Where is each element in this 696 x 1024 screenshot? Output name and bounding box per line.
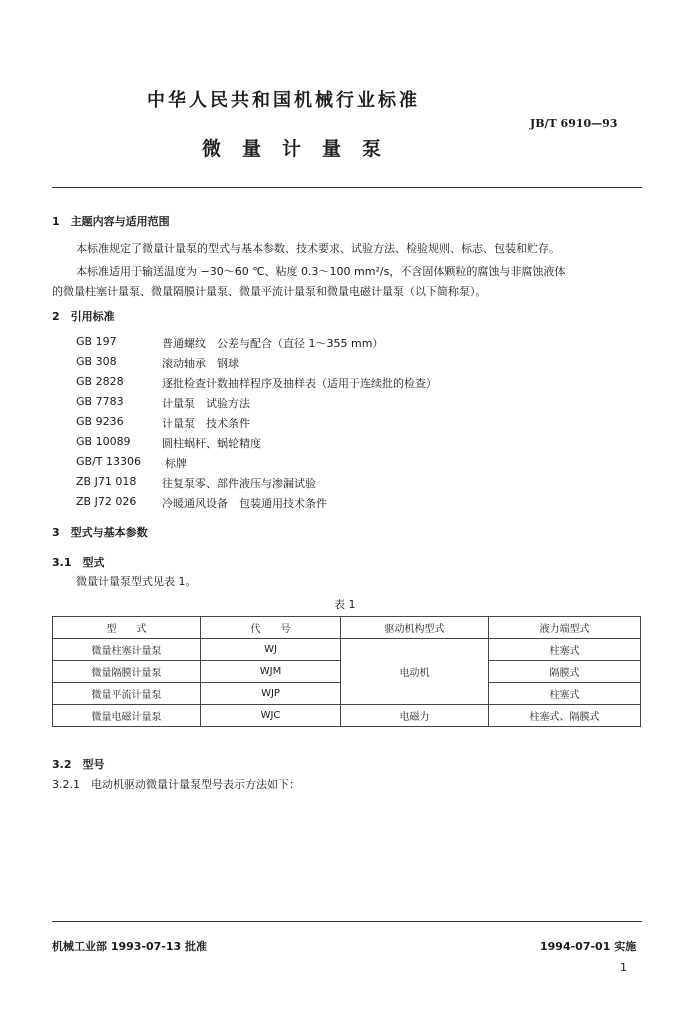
reference-code: ZB J72 026 bbox=[76, 495, 137, 508]
table-header-cell: 液力端型式 bbox=[489, 617, 641, 639]
table-cell-code: WJ bbox=[201, 639, 341, 661]
reference-code: GB 7783 bbox=[76, 395, 124, 408]
table-header-cell: 驱动机构型式 bbox=[341, 617, 489, 639]
table-cell-type: 微量平流计量泵 bbox=[53, 683, 201, 705]
table-cell-end: 柱塞式 bbox=[489, 683, 641, 705]
table-cell-end: 柱塞式 bbox=[489, 639, 641, 661]
implementation-date: 1994-07-01 实施 bbox=[540, 940, 637, 953]
section-3-2-heading: 3.2 型号 bbox=[52, 758, 105, 771]
section-1-heading: 1 主题内容与适用范围 bbox=[52, 215, 170, 228]
page-number: 1 bbox=[620, 961, 627, 974]
reference-code: GB 2828 bbox=[76, 375, 124, 388]
table-header-cell: 代 号 bbox=[201, 617, 341, 639]
standard-code: JB/T 6910—93 bbox=[530, 117, 618, 130]
reference-title: 逐批检查计数抽样程序及抽样表（适用于连续批的检查） bbox=[162, 377, 437, 390]
reference-title: 往复泵零、部件液压与渗漏试验 bbox=[162, 477, 316, 490]
table-cell-type: 微量隔膜计量泵 bbox=[53, 661, 201, 683]
reference-code: ZB J71 018 bbox=[76, 475, 137, 488]
reference-title: 普通螺纹 公差与配合（直径 1～355 mm） bbox=[162, 337, 384, 350]
reference-title: 滚动轴承 钢球 bbox=[162, 357, 239, 370]
pump-type-table bbox=[52, 616, 641, 727]
section-3-2-1-text: 3.2.1 电动机驱动微量计量泵型号表示方法如下： bbox=[52, 778, 300, 791]
table-cell-end: 隔膜式 bbox=[489, 661, 641, 683]
reference-title: 计量泵 试验方法 bbox=[162, 397, 250, 410]
section-3-1-text: 微量计量泵型式见表 1。 bbox=[76, 575, 197, 588]
section-2-heading: 2 引用标准 bbox=[52, 310, 115, 323]
header-divider bbox=[52, 187, 642, 188]
table-row bbox=[53, 705, 641, 727]
issuing-authority-title: 中华人民共和国机械行业标准 bbox=[147, 90, 420, 111]
reference-title: 圆柱蜗杆、蜗轮精度 bbox=[162, 437, 261, 450]
approval-date: 机械工业部 1993-07-13 批准 bbox=[52, 940, 208, 953]
reference-title: 冷暖通风设备 包装通用技术条件 bbox=[162, 497, 327, 510]
table-header-cell: 型 式 bbox=[53, 617, 201, 639]
reference-title: 标牌 bbox=[165, 457, 187, 470]
reference-code: GB 9236 bbox=[76, 415, 124, 428]
table-cell-type: 微量柱塞计量泵 bbox=[53, 639, 201, 661]
section-3-heading: 3 型式与基本参数 bbox=[52, 526, 148, 539]
section-1-paragraph-1: 本标准规定了微量计量泵的型式与基本参数、技术要求、试验方法、检验规则、标志、包装和贮存。 bbox=[76, 242, 560, 255]
reference-title: 计量泵 技术条件 bbox=[162, 417, 250, 430]
section-1-paragraph-2-line-1: 本标准适用于输送温度为 −30～60 ℃、粘度 0.3～100 mm²/s，不含固体颗粒的腐蚀与非腐蚀液体 bbox=[76, 265, 566, 278]
table-caption: 表 1 bbox=[334, 598, 356, 611]
reference-code: GB 10089 bbox=[76, 435, 131, 448]
table-cell-drive: 电磁力 bbox=[341, 705, 489, 727]
table-cell-end: 柱塞式、隔膜式 bbox=[489, 705, 641, 727]
table-cell-code: WJM bbox=[201, 661, 341, 683]
section-1-paragraph-2-line-2: 的微量柱塞计量泵、微量隔膜计量泵、微量平流计量泵和微量电磁计量泵（以下简称泵）。 bbox=[52, 285, 487, 298]
document-title: 微量计量泵 bbox=[202, 138, 403, 160]
table-cell-code: WJC bbox=[201, 705, 341, 727]
reference-code: GB 197 bbox=[76, 335, 117, 348]
table-row bbox=[53, 639, 641, 661]
table-cell-type: 微量电磁计量泵 bbox=[53, 705, 201, 727]
table-cell-drive: 电动机 bbox=[341, 639, 489, 705]
reference-code: GB 308 bbox=[76, 355, 117, 368]
table-header-row bbox=[53, 617, 641, 639]
table-cell-code: WJP bbox=[201, 683, 341, 705]
footer-divider bbox=[52, 921, 642, 922]
reference-code: GB/T 13306 bbox=[76, 455, 141, 468]
section-3-1-heading: 3.1 型式 bbox=[52, 556, 105, 569]
